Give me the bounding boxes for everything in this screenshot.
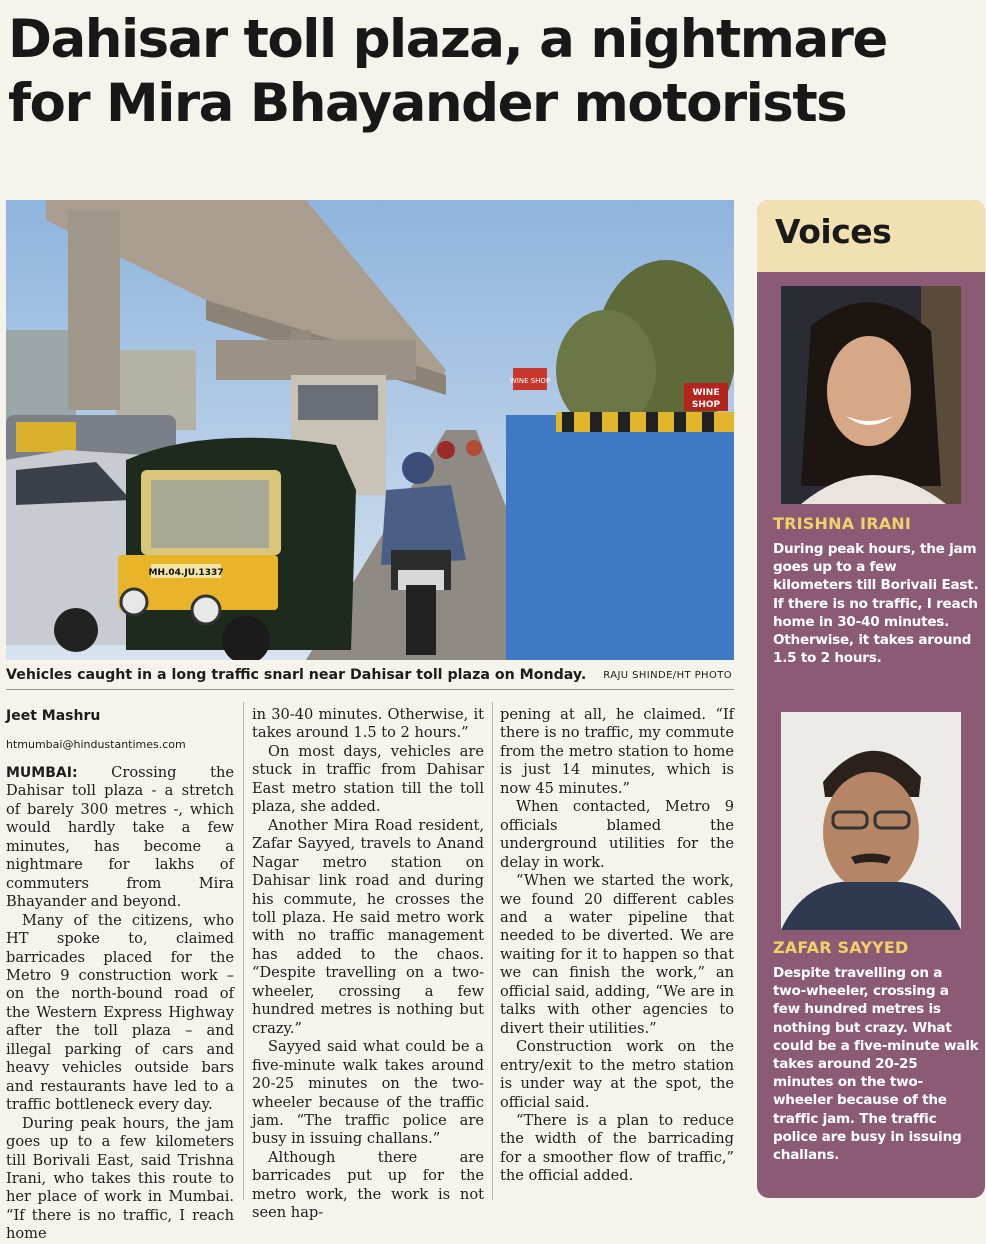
column-divider bbox=[243, 702, 244, 1200]
dateline: MUMBAI: bbox=[6, 765, 78, 781]
viaduct-pillar bbox=[68, 210, 120, 410]
article-paragraph: “When we started the work, we found 20 different cables and a water pipeline that needed to be diverted. We are waiting for it to happen so that we can finish the work,” an official said, adding, “We are in talks with other agencies to divert their utilities.” bbox=[500, 872, 734, 1037]
voices-sidebar bbox=[757, 200, 985, 1198]
headline-line-1: Dahisar toll plaza, a nightmare bbox=[8, 9, 887, 70]
article-paragraph: Many of the citizens, who HT spoke to, claimed barricades placed for the Metro 9 construction work – on the north-bound road of the Western Express Highway after the toll plaza – and illegal parking of cars and heavy vehicles outside bars and restaurants have led to a traffic bottleneck every day. bbox=[6, 911, 234, 1114]
byline-author: Jeet Mashru bbox=[6, 708, 101, 724]
article-paragraph: When contacted, Metro 9 officials blamed the underground utilities for the delay in work. bbox=[500, 798, 734, 871]
voice-quote-2: Despite travelling on a two-wheeler, crossing a few hundred metres is nothing but crazy. What could be a five-minute walk takes around 20-25 minutes on the two-wheeler because of the traffic jam. The traffic police are busy in issuing challans. bbox=[773, 965, 979, 1164]
svg-text:WINE: WINE bbox=[692, 388, 720, 398]
voice-quote-1: During peak hours, the jam goes up to a few kilometers till Borivali East. If there is no traffic, I reach home in 30-40 minutes. Otherwise, it takes around 1.5 to 2 hours. bbox=[773, 541, 979, 667]
article-column-1 bbox=[6, 764, 234, 1244]
news-photo bbox=[6, 200, 734, 660]
portrait-zafar-sayyed bbox=[781, 712, 961, 930]
article-paragraph: Construction work on the entry/exit to the metro station is under way at the spot, the official said. bbox=[500, 1038, 734, 1111]
caption-text: Vehicles caught in a long traffic snarl near Dahisar toll plaza on Monday. bbox=[6, 667, 587, 683]
article-paragraph: in 30-40 minutes. Otherwise, it takes around 1.5 to 2 hours.” bbox=[252, 706, 484, 742]
photo-credit: RAJU SHINDE/HT PHOTO bbox=[603, 670, 732, 681]
article-paragraph: On most days, vehicles are stuck in traffic from Dahisar East metro station till the toll plaza, she added. bbox=[252, 742, 484, 816]
article-column-2 bbox=[252, 706, 484, 1223]
headline bbox=[8, 8, 983, 136]
auto-rickshaw bbox=[118, 438, 356, 660]
blue-barricade bbox=[506, 415, 734, 660]
portrait-trishna-irani bbox=[781, 286, 961, 504]
headline-line-2: for Mira Bhayander motorists bbox=[8, 73, 847, 134]
license-plate: MH.04.JU.1337 bbox=[148, 568, 224, 578]
voice-name-1: TRISHNA IRANI bbox=[773, 514, 912, 533]
traffic-scene-illustration bbox=[6, 200, 734, 660]
wine-sign-left-text: WINE SHOP bbox=[509, 377, 551, 385]
voices-title: Voices bbox=[775, 212, 892, 251]
byline-email: htmumbai@hindustantimes.com bbox=[6, 738, 186, 751]
article-paragraph: During peak hours, the jam goes up to a few kilometers till Borivali East, said Trishna Irani, who takes this route to her place of work in Mumbai. “If there is no traffic, I reach home bbox=[6, 1114, 234, 1243]
article-paragraph: Another Mira Road resident, Zafar Sayyed, travels to Anand Nagar metro station on Dahisar link road and during his commute, he crosses the toll plaza. He said metro work with no traffic management has added to the chaos. “Despite travelling on a two-wheeler, crossing a few hundred metres is nothing but crazy.” bbox=[252, 816, 484, 1037]
article-paragraph: Although there are barricades put up for the metro work, the work is not seen hap- bbox=[252, 1148, 484, 1222]
article-paragraph: Sayyed said what could be a five-minute walk takes around 20-25 minutes on the two-wheeler because of the traffic jam. “The traffic police are busy in issuing challans.” bbox=[252, 1038, 484, 1148]
article-paragraph: MUMBAI: Crossing the Dahisar toll plaza - a stretch of barely 300 metres -, which would hardly take a few minutes, has become a nightmare for lakhs of commuters from Mira Bhayander and beyond. bbox=[6, 764, 235, 911]
photo-caption bbox=[6, 665, 734, 690]
voice-name-2: ZAFAR SAYYED bbox=[773, 938, 909, 957]
svg-text:SHOP: SHOP bbox=[691, 400, 721, 410]
article-paragraph: “There is a plan to reduce the width of the barricading for a smoother flow of traffic,” the official added. bbox=[500, 1111, 734, 1185]
voices-header bbox=[757, 200, 985, 272]
column-divider bbox=[492, 702, 493, 1200]
article-paragraph: pening at all, he claimed. “If there is no traffic, my commute from the metro station to home is just 14 minutes, which is now 45 minutes.” bbox=[500, 706, 734, 797]
article-column-3 bbox=[500, 706, 734, 1186]
